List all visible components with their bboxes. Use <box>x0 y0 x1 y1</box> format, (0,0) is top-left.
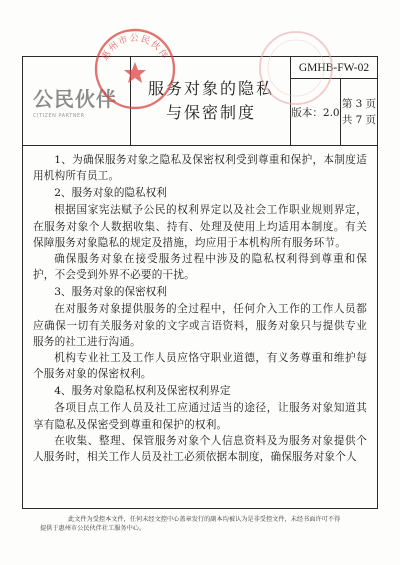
footer-note <box>40 515 370 533</box>
section-heading-3: 3、服务对象的保密权利 <box>54 286 167 299</box>
page-current: 第 3 页 <box>341 98 377 110</box>
faint-seal-icon <box>256 28 336 108</box>
version-label: 版本：2.0 <box>291 79 341 145</box>
document-code: GMHB-FW-02 <box>291 57 377 79</box>
logo-text: 公民伙伴 <box>33 87 117 111</box>
paragraph-7: 在收集、整理、保管服务对象个人信息资料及为服务对象提供个人服务时，相关工作人员及社工必须依据本制度，确保服务对象个人 <box>33 434 367 464</box>
section-heading-4: 4、服务对象隐私权利及保密权利界定 <box>54 385 231 398</box>
title-line-1: 服务对象的隐私 <box>147 79 274 98</box>
paragraph-4: 在对服务对象提供服务的全过程中，任何介入工作的工作人员都应确保一切有关服务对象的文字或言语资料，服务对象只与提供专业服务的社工进行沟通。 <box>33 303 367 348</box>
page-total: 共 7 页 <box>341 114 377 126</box>
title-line-2: 与保密制度 <box>165 103 256 122</box>
seal-stamp-icon <box>92 26 178 112</box>
logo-subtext: CITIZEN PARTNER <box>33 113 85 119</box>
page-info <box>341 79 377 145</box>
document-body <box>22 146 378 509</box>
footer-line-1: 此文件为受控本文件，任何未经文控中心盖章发行的副本均被认为是非受控文件，未经书面许可不得 <box>68 516 341 523</box>
svg-text:惠州市公民伙伴: 惠州市公民伙伴 <box>100 34 170 63</box>
footer-line-2: 提供于惠州市公民伙伴社工服务中心。 <box>40 525 146 532</box>
paragraph-3: 确保服务对象在接受服务过程中涉及的隐私权利得到尊重和保护，不会受到外界不必要的干扰。 <box>33 253 367 282</box>
paragraph-6: 各项目点工作人员及社工应通过适当的途径，让服务对象知道其享有隐私及保密受到尊重和保护的权利。 <box>33 402 367 431</box>
section-heading-2: 2、服务对象的隐私权利 <box>54 187 167 200</box>
paragraph-5: 机构专业社工及工作人员应恪守职业道德，有义务尊重和维护每个服务对象的保密权利。 <box>33 352 367 381</box>
paragraph-1: 1、为确保服务对象之隐私及保密权利受到尊重和保护，本制度适用机构所有员工。 <box>33 154 367 183</box>
paragraph-2: 根据国家宪法赋予公民的权利界定以及社会工作职业规则界定，在服务对象个人数据收集、持有、处理及使用上均适用本制度。有关保障服务对象隐私的规定及措施，均应用于本机构所有服务环节。 <box>33 204 367 249</box>
